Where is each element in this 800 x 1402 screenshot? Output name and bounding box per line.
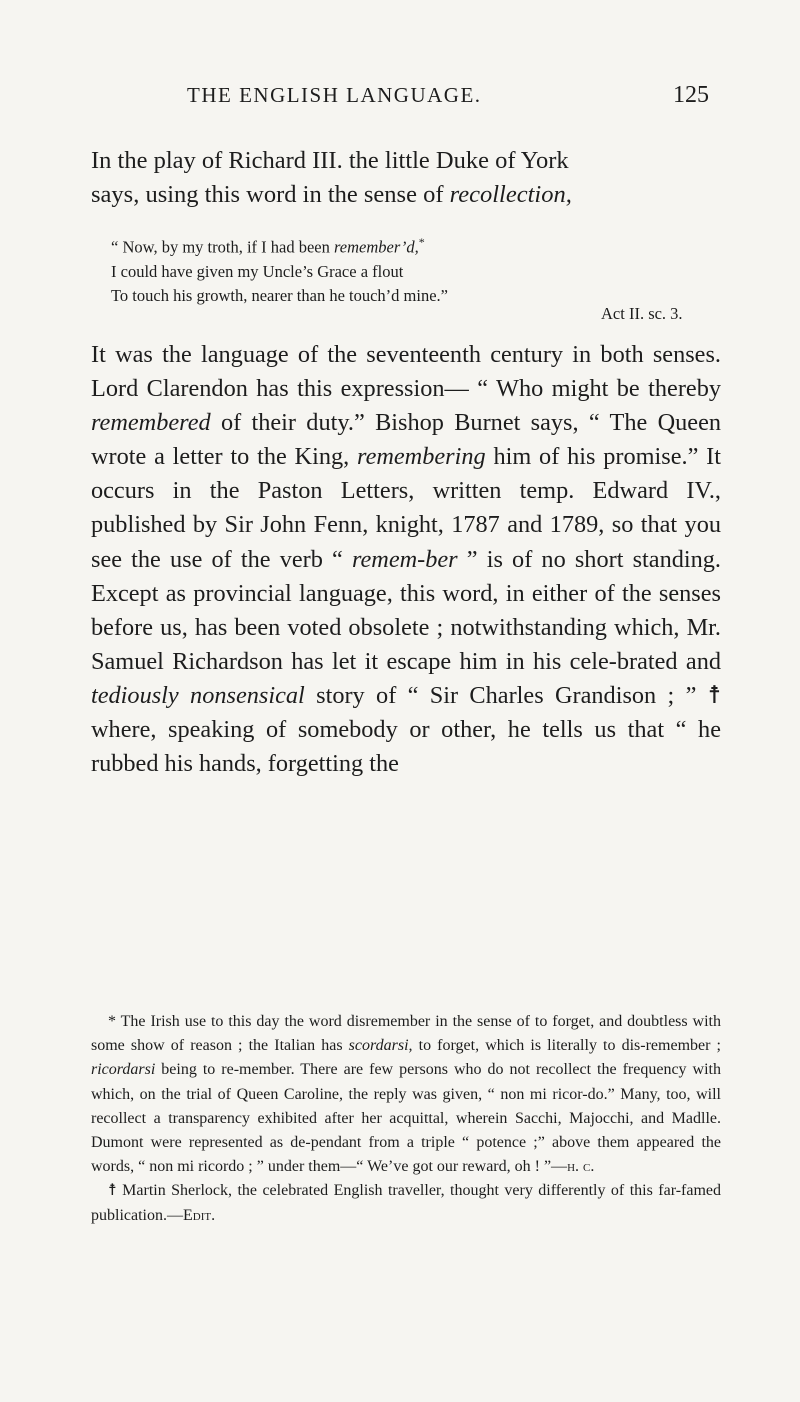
intro-line-2: says, using this word in the sense of	[91, 181, 450, 208]
quote-citation: Act II. sc. 3.	[601, 304, 683, 323]
footnotes	[91, 1010, 721, 1228]
italic-remembering: remembering	[357, 443, 486, 471]
italic-remember: remem-ber	[351, 545, 458, 573]
italic-remembered: remembered	[91, 409, 211, 437]
running-head: THE ENGLISH LANGUAGE.	[187, 83, 482, 107]
footnote-2: ☨ Martin Sherlock, the celebrated English traveller, thought very differently of this far-famed publication.—Edit.	[91, 1182, 721, 1224]
footnote-1-signature: h. c.	[567, 1158, 595, 1176]
footnote-1: * The Irish use to this day the word disremember in the sense of to forget, and doubtless with some show of reason ; the Italian has scordarsi, to forget, which is literally to dis-remember ; ricordarsi being to re-member. There are few persons who do not recollect the frequency with which, on the trial of Queen Caroline, the reply was given, “ non mi ricor-do.” Many, too, will recollect a transparency exhibited after her acquittal, wherein Sacchi, Majocchi, and Madlle. Dumont were represented as de-pendant from a triple “ potence ;” above them appeared the words, “ non mi ricordo ; ” under them—“ We’ve got our reward, oh ! ”—h. c.	[91, 1013, 721, 1176]
page-header	[187, 82, 709, 109]
intro-paragraph	[91, 144, 721, 212]
page-number: 125	[673, 82, 709, 108]
footnote-2-signature: Edit.	[182, 1206, 216, 1224]
intro-italic-word: recollection,	[449, 181, 572, 208]
italic-tediously: tediously nonsensical	[91, 681, 305, 709]
quote-line-1: “ Now, by my troth, if I had been remember’d,*	[111, 235, 425, 257]
quote-line-3: To touch his growth, nearer than he touch’d mine.”	[111, 285, 448, 305]
intro-line-1: In the play of Richard III. the little Duke of York	[91, 147, 569, 174]
quote-line-2: I could have given my Uncle’s Grace a flout	[111, 261, 404, 281]
shakespeare-quote	[111, 230, 711, 323]
main-paragraph: It was the language of the seventeenth century in both senses. Lord Clarendon has this expression— “ Who might be thereby remembered of their duty.” Bishop Burnet says, “ The Queen wrote a letter to the King, remembering him of his promise.” It occurs in the Paston Letters, written temp. Edward IV., published by Sir John Fenn, knight, 1787 and 1789, so that you see the use of the verb “ remem-ber ” is of no short standing. Except as provincial language, this word, in either of the senses before us, has been voted obsolete ; notwithstanding which, Mr. Samuel Richardson has let it escape him in his cele-brated and tediously nonsensical story of “ Sir Charles Grandison ; ” ☨ where, speaking of somebody or other, he tells us that “ he rubbed his hands, forgetting the	[91, 341, 721, 778]
